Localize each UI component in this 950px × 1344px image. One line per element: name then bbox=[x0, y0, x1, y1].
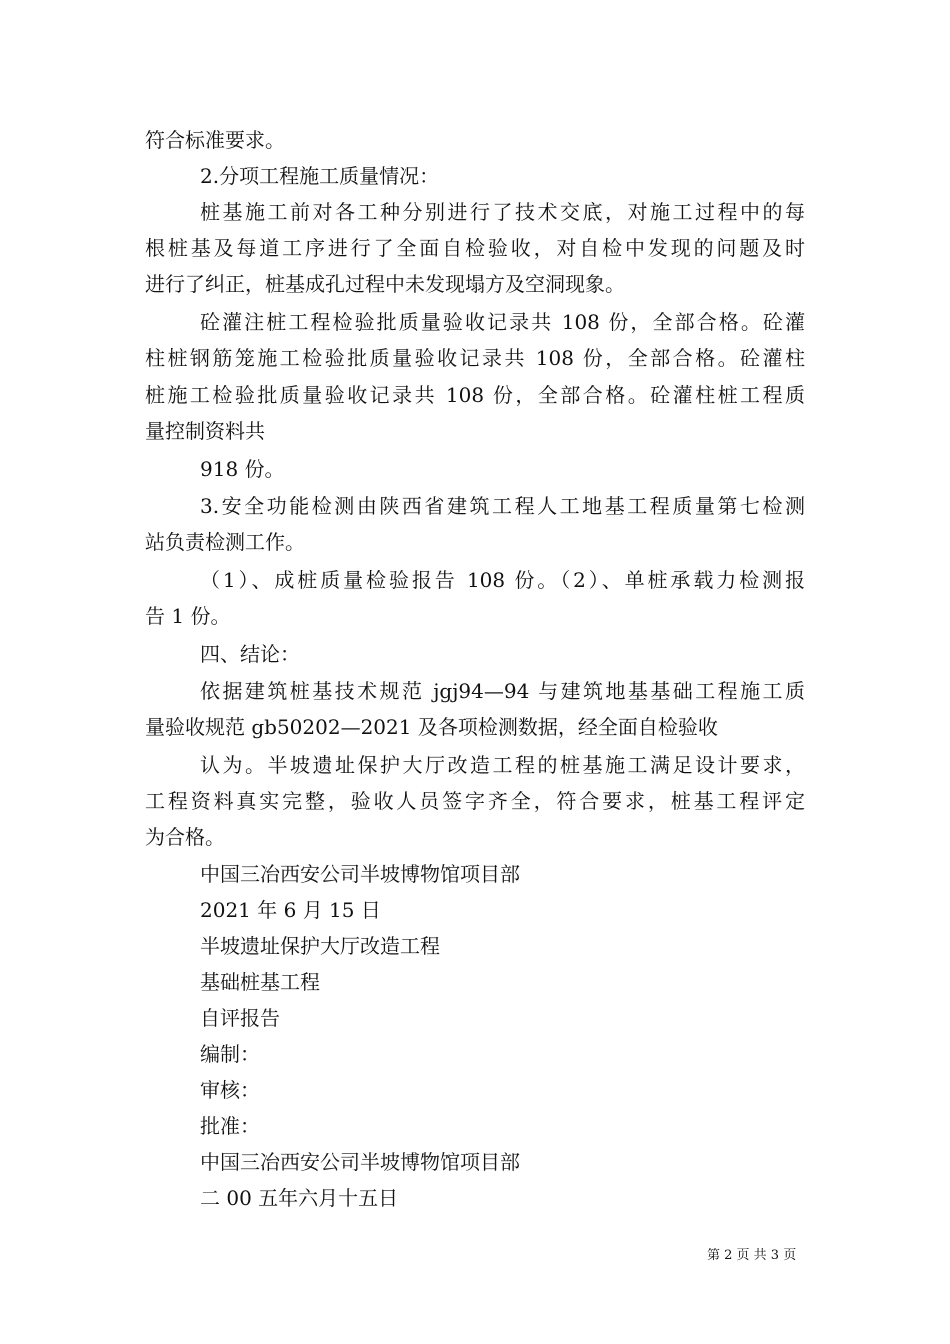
text-line: 基础桩基工程 bbox=[200, 970, 320, 994]
section-heading: 2.分项工程施工质量情况： bbox=[200, 164, 440, 188]
text-line: 桩基施工前对各工种分别进行了技术交底，对施工过程中的每 bbox=[200, 200, 805, 224]
text-line: 砼灌注桩工程检验批质量验收记录共 108 份，全部合格。砼灌 bbox=[200, 310, 805, 334]
text-line: 918 份。 bbox=[200, 457, 285, 481]
text-line: 进行了纠正，桩基成孔过程中未发现塌方及空洞现象。 bbox=[145, 272, 625, 296]
text-line: （1）、成桩质量检验报告 108 份。（2）、单桩承载力检测报 bbox=[200, 568, 805, 592]
text-line: 量验收规范 gb50202—2021 及各项检测数据，经全面自检验收 bbox=[145, 715, 718, 739]
text-line: 自评报告 bbox=[200, 1006, 280, 1030]
date-line: 2021 年 6 月 15 日 bbox=[200, 898, 381, 922]
text-line: 桩施工检验批质量验收记录共 108 份，全部合格。砼灌柱桩工程质 bbox=[145, 383, 805, 407]
text-line: 工程资料真实完整，验收人员签字齐全，符合要求，桩基工程评定 bbox=[145, 789, 805, 813]
text-line: 站负责检测工作。 bbox=[145, 530, 305, 554]
text-line: 中国三冶西安公司半坡博物馆项目部 bbox=[200, 1150, 520, 1174]
section-heading: 四、结论： bbox=[200, 642, 300, 666]
text-line: 符合标准要求。 bbox=[145, 128, 285, 152]
signature-field-label: 审核： bbox=[200, 1078, 260, 1102]
signature-field-label: 批准： bbox=[200, 1114, 260, 1138]
text-line: 根桩基及每道工序进行了全面自检验收，对自检中发现的问题及时 bbox=[145, 236, 805, 260]
text-line: 告 1 份。 bbox=[145, 604, 231, 628]
text-line: 量控制资料共 bbox=[145, 419, 265, 443]
text-line: 为合格。 bbox=[145, 825, 225, 849]
text-line: 依据建筑桩基技术规范 jgj94—94 与建筑地基基础工程施工质 bbox=[200, 679, 805, 703]
text-line: 3.安全功能检测由陕西省建筑工程人工地基工程质量第七检测 bbox=[200, 494, 805, 518]
text-line: 认为。半坡遗址保护大厅改造工程的桩基施工满足设计要求， bbox=[200, 753, 805, 777]
date-line: 二 00 五年六月十五日 bbox=[200, 1186, 399, 1210]
page-number: 第 2 页 共 3 页 bbox=[707, 1248, 797, 1263]
text-line: 中国三冶西安公司半坡博物馆项目部 bbox=[200, 862, 520, 886]
text-line: 柱桩钢筋笼施工检验批质量验收记录共 108 份，全部合格。砼灌柱 bbox=[145, 346, 805, 370]
text-line: 半坡遗址保护大厅改造工程 bbox=[200, 934, 440, 958]
signature-field-label: 编制： bbox=[200, 1042, 260, 1066]
